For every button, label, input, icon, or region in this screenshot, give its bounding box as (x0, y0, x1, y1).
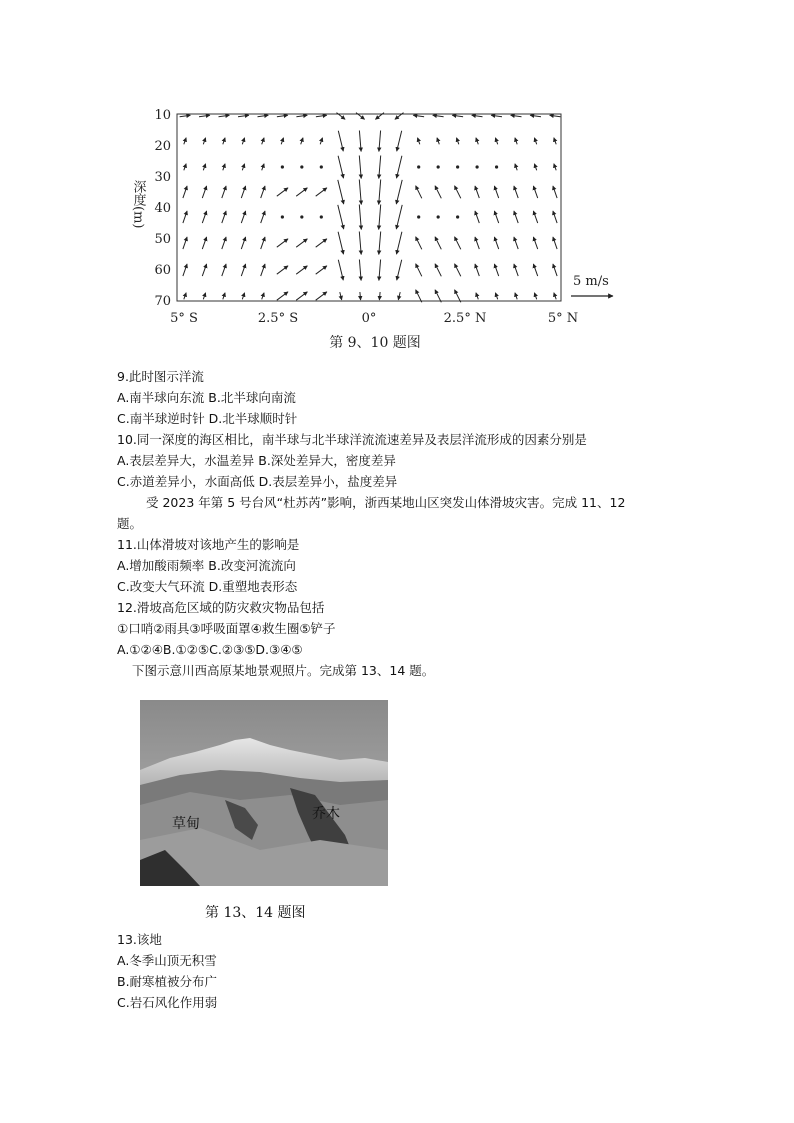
vector-arrow (338, 260, 343, 280)
vector-arrow (435, 264, 441, 277)
vector-dot (417, 215, 420, 218)
figure2-caption: 第 13、14 题图 (205, 905, 306, 921)
vector-arrow (534, 164, 536, 171)
vector-arrow (262, 138, 264, 145)
vector-arrow (202, 237, 206, 249)
vector-arrow (379, 156, 381, 179)
vector-arrow (533, 211, 537, 223)
vector-arrow (202, 186, 206, 198)
y-tick-10: 10 (154, 108, 171, 123)
vector-arrow (359, 260, 361, 281)
vector-arrow (238, 115, 249, 117)
vector-dot (456, 215, 459, 218)
vector-arrow (261, 237, 265, 249)
vector-arrow (553, 211, 557, 223)
vector-arrow (398, 292, 400, 300)
vector-arrow (435, 237, 441, 250)
vector-arrow (316, 292, 327, 300)
q13-option-c: C.岩石风化作用弱 (117, 995, 218, 1010)
vector-arrow (514, 186, 518, 198)
ocean-current-figure (125, 100, 625, 360)
vector-arrow (514, 211, 518, 223)
vector-arrow (418, 138, 420, 145)
vector-arrow (301, 138, 303, 145)
vector-arrow (183, 211, 187, 223)
vector-arrow (222, 211, 226, 223)
vector-arrow (338, 131, 343, 151)
vector-arrow (413, 115, 424, 117)
vector-arrow (553, 186, 557, 198)
vector-arrow (476, 293, 478, 300)
vector-arrow (379, 131, 381, 152)
vector-arrow (222, 264, 226, 276)
vector-arrow (495, 293, 497, 300)
vector-arrow (379, 260, 381, 281)
vector-arrow (494, 186, 498, 198)
vector-arrow (533, 186, 537, 198)
vector-dot (495, 165, 498, 168)
vector-arrow (359, 205, 361, 230)
vector-arrow (222, 186, 226, 198)
vector-arrow (475, 264, 479, 276)
vector-arrow (515, 164, 517, 171)
vector-dot (437, 165, 440, 168)
vector-arrow (183, 264, 187, 276)
q10-options-cd: C.赤道差异小，水面高低 D.表层差异小，盐度差异 (117, 474, 398, 489)
y-tick-50: 50 (154, 232, 171, 247)
y-tick-20: 20 (154, 139, 171, 154)
q11-stem: 11.山体滑坡对该地产生的影响是 (117, 537, 300, 552)
vector-arrow (514, 264, 518, 276)
vector-arrow (242, 293, 244, 300)
q11-options-ab: A.增加酸雨频率 B.改变河流流向 (117, 558, 296, 573)
label-meadow: 草甸 (172, 816, 200, 832)
vector-arrow (184, 164, 186, 171)
vector-arrow (455, 237, 461, 250)
q12-stem: 12.滑坡高危区域的防灾救灾物品包括 (117, 600, 325, 615)
vector-arrow (472, 115, 483, 117)
vector-arrow (359, 180, 361, 205)
vector-arrow (296, 115, 307, 117)
q10-stem: 10.同一深度的海区相比，南半球与北半球洋流流速差异及表层洋流形成的因素分别是 (117, 432, 587, 447)
vector-arrow (296, 188, 307, 196)
vector-arrow (241, 211, 245, 223)
vector-arrow (262, 293, 264, 300)
vector-arrow (258, 115, 269, 117)
vector-arrow (433, 115, 444, 117)
vector-arrow (554, 293, 556, 300)
vector-arrow (554, 138, 556, 145)
vector-arrow (455, 186, 461, 199)
x-tick-5n: 5° N (547, 311, 579, 326)
vector-arrow (183, 186, 187, 198)
vector-arrow (277, 292, 288, 300)
q13-option-b: B.耐寒植被分布广 (117, 974, 218, 989)
intro-11-line1: 受 2023 年第 5 号台风“杜苏芮”影响，浙西某地山区突发山体滑坡灾害。完成 11、12 (146, 495, 626, 510)
vector-arrow (515, 138, 517, 145)
vector-arrow (379, 205, 381, 230)
vector-arrow (416, 237, 422, 250)
vector-arrow (222, 237, 226, 249)
vector-arrow (416, 290, 422, 303)
y-axis-label: 深度(m) (130, 180, 146, 229)
vector-arrow (223, 164, 225, 171)
vector-arrow (338, 156, 343, 178)
vector-arrow (455, 290, 461, 303)
vector-arrow (338, 180, 344, 204)
vector-arrow (457, 138, 459, 145)
vector-arrow (494, 211, 498, 223)
q12-options: A.①②④B.①②⑤C.②③⑤D.③④⑤ (117, 642, 303, 657)
vector-arrow (514, 237, 518, 249)
vector-arrow (277, 266, 288, 274)
vector-arrow (397, 156, 402, 178)
vector-arrow (397, 260, 402, 280)
vector-arrow (359, 156, 361, 179)
vector-arrow (494, 237, 498, 249)
q11-options-cd: C.改变大气环流 D.重塑地表形态 (117, 579, 298, 594)
vector-arrow (475, 186, 479, 198)
vector-arrow (416, 264, 422, 277)
vector-arrow (296, 266, 307, 274)
intro-11-line2: 题。 (117, 516, 143, 531)
vector-arrow (223, 138, 225, 145)
vector-arrow (316, 115, 327, 117)
vector-arrow (379, 292, 380, 300)
vector-arrow (435, 186, 441, 199)
vector-arrow (184, 138, 186, 145)
vector-arrow (180, 115, 191, 117)
vector-arrow (396, 180, 402, 204)
vector-arrow (359, 131, 361, 152)
vector-arrow (452, 115, 463, 117)
vector-arrow (262, 164, 264, 171)
q10-options-ab: A.表层差异大，水温差异 B.深处差异大，密度差异 (117, 453, 396, 468)
vector-arrow (316, 239, 327, 247)
vector-arrow (550, 115, 561, 117)
vector-arrow (281, 138, 283, 145)
vector-arrow (320, 138, 322, 145)
vector-arrow (360, 292, 361, 300)
x-tick-2-5s: 2.5° S (257, 311, 299, 326)
vector-arrow (494, 264, 498, 276)
x-tick-0: 0° (361, 311, 377, 326)
plot-frame (177, 114, 561, 301)
y-tick-labels (154, 108, 171, 309)
vector-arrow (475, 237, 479, 249)
vector-arrow (277, 188, 288, 196)
vector-arrow (261, 264, 265, 276)
vector-arrow (203, 164, 205, 171)
vector-arrow (530, 115, 541, 117)
vector-arrow (242, 138, 244, 145)
vector-dot (281, 165, 284, 168)
vector-arrow (491, 115, 502, 117)
vector-arrow (261, 211, 265, 223)
vector-arrow (396, 205, 402, 229)
vector-arrow (553, 237, 557, 249)
y-tick-30: 30 (154, 170, 171, 185)
vector-dot (281, 215, 284, 218)
q9-options-ab: A.南半球向东流 B.北半球向南流 (117, 390, 296, 405)
figure1-caption: 第 9、10 题图 (329, 335, 421, 351)
vector-arrow (184, 293, 186, 300)
vector-arrow (379, 232, 381, 255)
vector-arrow (554, 164, 556, 171)
vector-arrow (183, 237, 187, 249)
vector-dot (320, 165, 323, 168)
vector-arrow (296, 292, 307, 300)
x-tick-2-5n: 2.5° N (443, 311, 487, 326)
vector-arrow (534, 293, 536, 300)
vector-arrow (241, 237, 245, 249)
vector-arrow (202, 211, 206, 223)
vector-arrow (277, 115, 288, 117)
vector-arrow (533, 264, 537, 276)
vector-arrow (219, 115, 230, 117)
vector-arrow (277, 239, 288, 247)
vector-arrow (316, 188, 327, 196)
x-tick-5s: 5° S (170, 311, 198, 326)
vector-arrow (379, 180, 381, 205)
q13-stem: 13.该地 (117, 932, 162, 947)
vector-dot (476, 165, 479, 168)
vector-arrow (437, 138, 439, 145)
vector-arrow (553, 264, 557, 276)
vector-arrow (397, 232, 402, 254)
vector-arrow (242, 164, 244, 171)
vector-arrow (203, 293, 205, 300)
vector-arrow (338, 232, 343, 254)
vector-arrow (199, 115, 210, 117)
y-tick-70: 70 (154, 294, 171, 309)
intro-13: 下图示意川西高原某地景观照片。完成第 13、14 题。 (132, 663, 435, 678)
vector-arrow (435, 290, 441, 303)
vector-arrow (296, 239, 307, 247)
x-tick-labels (170, 311, 578, 326)
vector-arrow (495, 138, 497, 145)
landscape-photo (140, 700, 388, 886)
scale-label: 5 m/s (573, 274, 609, 289)
vector-arrow (241, 264, 245, 276)
vector-arrow (316, 266, 327, 274)
vector-arrow (202, 264, 206, 276)
y-tick-60: 60 (154, 263, 171, 278)
vector-arrow (534, 138, 536, 145)
vector-arrow (203, 138, 205, 145)
vector-arrow (515, 293, 517, 300)
q12-items: ①口哨②雨具③呼吸面罩④救生圈⑤铲子 (117, 621, 336, 636)
vector-arrow (340, 292, 342, 300)
q13-option-a: A.冬季山顶无积雪 (117, 953, 217, 968)
vector-arrow (241, 186, 245, 198)
vector-dot (456, 165, 459, 168)
vector-arrow (338, 205, 344, 229)
label-trees: 乔木 (312, 806, 340, 822)
vector-dot (417, 165, 420, 168)
y-tick-40: 40 (154, 201, 171, 216)
current-vectors (180, 113, 561, 303)
vector-arrow (359, 232, 361, 255)
q9-options-cd: C.南半球逆时针 D.北半球顺时针 (117, 411, 298, 426)
vector-arrow (533, 237, 537, 249)
vector-arrow (416, 186, 422, 199)
vector-arrow (455, 264, 461, 277)
q9-stem: 9.此时图示洋流 (117, 369, 204, 384)
vector-arrow (475, 211, 479, 223)
vector-dot (300, 215, 303, 218)
vector-arrow (476, 138, 478, 145)
vector-arrow (397, 131, 402, 151)
vector-dot (437, 215, 440, 218)
vector-arrow (223, 293, 225, 300)
vector-dot (320, 215, 323, 218)
vector-dot (300, 165, 303, 168)
vector-arrow (261, 186, 265, 198)
vector-arrow (511, 115, 522, 117)
